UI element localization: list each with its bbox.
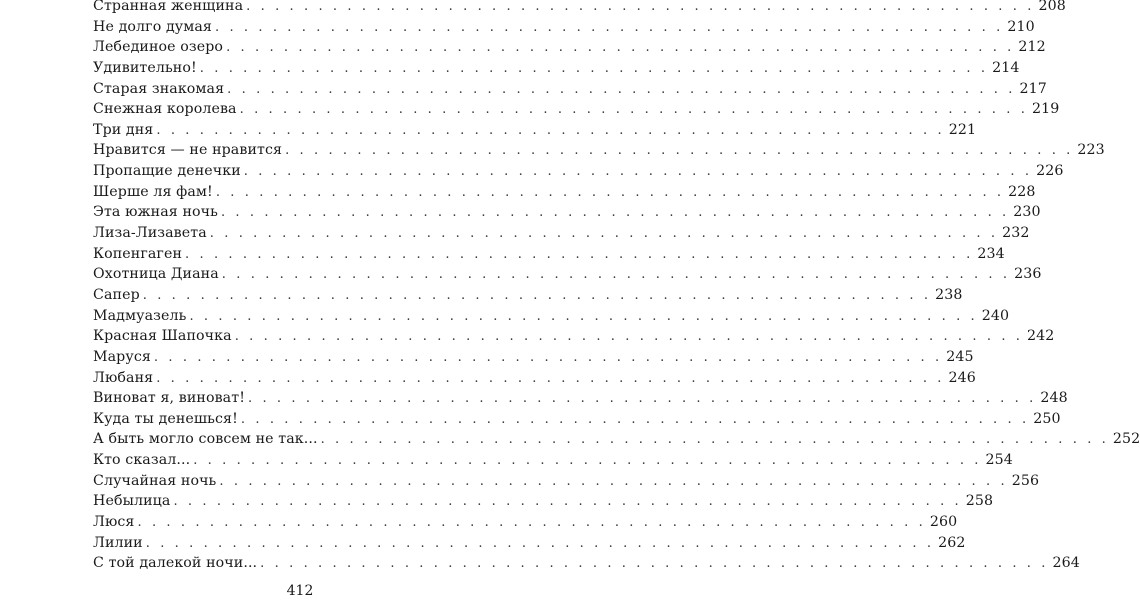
toc-dot-leader: . . . . . . . . . . . . . . . . . . . . . . . . . . . . . . . . . . . . . . . . . . . . . . . . . . . . . . . <box>209 226 999 242</box>
toc-entry <box>93 264 1042 285</box>
toc-entry <box>93 512 958 533</box>
toc-entry-page: 226 <box>1036 163 1064 180</box>
toc-entry-title: Люся <box>93 514 135 531</box>
toc-dot-leader: . . . . . . . . . . . . . . . . . . . . . . . . . . . . . . . . . . . . . . . . . . . . . . . . . . . . . . . <box>221 267 1011 283</box>
toc-entry <box>93 553 1080 574</box>
toc-entry-title: Красная Шапочка <box>93 328 232 345</box>
toc-entry-title: С той далекой ночи... <box>93 555 258 572</box>
toc-entry <box>93 0 1066 17</box>
table-of-contents <box>93 0 1140 574</box>
toc-entry-title: Три дня <box>93 121 154 138</box>
toc-entry <box>93 223 1030 244</box>
toc-dot-leader: . . . . . . . . . . . . . . . . . . . . . . . . . . . . . . . . . . . . . . . . . . . . . . . . . . . . . . . <box>320 432 1109 448</box>
toc-entry-page: 248 <box>1040 390 1068 407</box>
toc-entry-title: Не долго думая <box>93 18 212 35</box>
toc-entry-page: 246 <box>948 369 976 386</box>
toc-entry-page: 240 <box>981 307 1010 324</box>
toc-entry-title: Охотница Диана <box>93 266 219 283</box>
toc-entry-page: 238 <box>935 286 963 303</box>
toc-entry-title: Случайная ночь <box>93 472 217 489</box>
toc-entry-title: Копенгаген <box>93 245 183 262</box>
toc-dot-leader: . . . . . . . . . . . . . . . . . . . . . . . . . . . . . . . . . . . . . . . . . . . . . . . . . . . . . . . <box>193 453 982 469</box>
toc-entry-title: Виноват я, виноват! <box>93 390 245 407</box>
page-number: 412 <box>286 583 314 599</box>
toc-dot-leader: . . . . . . . . . . . . . . . . . . . . . . . . . . . . . . . . . . . . . . . . . . . . . . . . . . . . . . . <box>285 143 1074 159</box>
toc-entry <box>93 388 1068 409</box>
toc-dot-leader: . . . . . . . . . . . . . . . . . . . . . . . . . . . . . . . . . . . . . . . . . . . . . . . . . . . . . . . <box>214 19 1004 35</box>
toc-entry <box>93 409 1061 430</box>
toc-entry <box>93 471 1040 492</box>
toc-dot-leader: . . . . . . . . . . . . . . . . . . . . . . . . . . . . . . . . . . . . . . . . . . . . . . . . . . . . . . . <box>173 494 962 510</box>
toc-entry-page: 250 <box>1033 410 1061 427</box>
toc-entry <box>93 182 1036 203</box>
toc-dot-leader: . . . . . . . . . . . . . . . . . . . . . . . . . . . . . . . . . . . . . . . . . . . . . . . . . . . . . . . <box>185 246 974 262</box>
toc-entry <box>93 202 1041 223</box>
toc-entry <box>93 37 1046 58</box>
toc-entry-title: Старая знакомая <box>93 80 225 97</box>
toc-entry <box>93 58 1020 79</box>
toc-dot-leader: . . . . . . . . . . . . . . . . . . . . . . . . . . . . . . . . . . . . . . . . . . . . . . . . . . . . . . . <box>260 556 1049 572</box>
toc-dot-leader: . . . . . . . . . . . . . . . . . . . . . . . . . . . . . . . . . . . . . . . . . . . . . . . . . . . . . . . <box>219 473 1008 489</box>
toc-entry-page: 245 <box>946 348 974 365</box>
toc-entry-page: 256 <box>1011 472 1040 489</box>
toc-dot-leader: . . . . . . . . . . . . . . . . . . . . . . . . . . . . . . . . . . . . . . . . . . . . . . . . . . . . . . . <box>156 370 945 386</box>
toc-dot-leader: . . . . . . . . . . . . . . . . . . . . . . . . . . . . . . . . . . . . . . . . . . . . . . . . . . . . . . . <box>248 391 1037 407</box>
toc-dot-leader: . . . . . . . . . . . . . . . . . . . . . . . . . . . . . . . . . . . . . . . . . . . . . . . . . . . . . . . <box>240 411 1030 427</box>
toc-dot-leader: . . . . . . . . . . . . . . . . . . . . . . . . . . . . . . . . . . . . . . . . . . . . . . . . . . . . . . . <box>226 40 1015 56</box>
toc-entry-page: 230 <box>1013 204 1041 221</box>
toc-entry <box>93 347 974 368</box>
toc-entry <box>93 368 976 389</box>
toc-entry-title: Лебединое озеро <box>93 39 224 56</box>
toc-entry-title: Любаня <box>93 369 154 386</box>
toc-entry-title: Пропащие денечки <box>93 163 241 180</box>
toc-dot-leader: . . . . . . . . . . . . . . . . . . . . . . . . . . . . . . . . . . . . . . . . . . . . . . . . . . . . . . . <box>227 81 1016 97</box>
toc-dot-leader: . . . . . . . . . . . . . . . . . . . . . . . . . . . . . . . . . . . . . . . . . . . . . . . . . . . . . . . <box>142 287 932 303</box>
toc-entry <box>93 533 966 554</box>
toc-entry-page: 236 <box>1014 266 1042 283</box>
toc-entry-page: 262 <box>938 534 966 551</box>
toc-entry-title: Шерше ля фам! <box>93 183 213 200</box>
toc-dot-leader: . . . . . . . . . . . . . . . . . . . . . . . . . . . . . . . . . . . . . . . . . . . . . . . . . . . . . . . <box>153 349 943 365</box>
toc-entry <box>93 244 1005 265</box>
toc-entry-page: 254 <box>985 452 1013 469</box>
toc-entry-title: А быть могло совсем не так... <box>93 431 318 448</box>
toc-entry-title: Небылица <box>93 493 171 510</box>
toc-entry <box>93 161 1064 182</box>
toc-entry-page: 219 <box>1031 101 1060 118</box>
toc-entry-page: 258 <box>965 493 994 510</box>
toc-entry-page: 223 <box>1077 142 1105 159</box>
toc-entry <box>93 450 1013 471</box>
toc-entry <box>93 140 1105 161</box>
toc-dot-leader: . . . . . . . . . . . . . . . . . . . . . . . . . . . . . . . . . . . . . . . . . . . . . . . . . . . . . . . <box>215 184 1005 200</box>
toc-entry-title: Странная женщина <box>93 0 244 14</box>
toc-entry-page: 234 <box>977 245 1005 262</box>
toc-entry-title: Лиза-Лизавета <box>93 225 207 242</box>
toc-entry-page: 214 <box>992 59 1020 76</box>
toc-entry <box>93 79 1047 100</box>
toc-dot-leader: . . . . . . . . . . . . . . . . . . . . . . . . . . . . . . . . . . . . . . . . . . . . . . . . . . . . . . . <box>246 0 1035 14</box>
toc-entry-title: Мадмуазель <box>93 307 187 324</box>
toc-entry-page: 232 <box>1002 225 1030 242</box>
toc-entry-page: 221 <box>948 121 977 138</box>
toc-entry-page: 217 <box>1019 80 1047 97</box>
toc-entry-page: 212 <box>1018 39 1046 56</box>
toc-entry-title: Снежная королева <box>93 101 237 118</box>
toc-dot-leader: . . . . . . . . . . . . . . . . . . . . . . . . . . . . . . . . . . . . . . . . . . . . . . . . . . . . . . . <box>234 329 1024 345</box>
toc-entry-title: Маруся <box>93 348 151 365</box>
toc-dot-leader: . . . . . . . . . . . . . . . . . . . . . . . . . . . . . . . . . . . . . . . . . . . . . . . . . . . . . . . <box>199 60 989 76</box>
toc-entry-title: Сапер <box>93 286 140 303</box>
toc-entry <box>93 120 977 141</box>
toc-entry-title: Кто сказал... <box>93 452 191 469</box>
toc-entry-title: Удивительно! <box>93 59 197 76</box>
toc-entry-page: 208 <box>1038 0 1066 14</box>
toc-entry-title: Эта южная ночь <box>93 204 218 221</box>
toc-dot-leader: . . . . . . . . . . . . . . . . . . . . . . . . . . . . . . . . . . . . . . . . . . . . . . . . . . . . . . . <box>137 515 926 531</box>
toc-entry-page: 210 <box>1007 18 1035 35</box>
toc-dot-leader: . . . . . . . . . . . . . . . . . . . . . . . . . . . . . . . . . . . . . . . . . . . . . . . . . . . . . . . <box>243 164 1033 180</box>
toc-dot-leader: . . . . . . . . . . . . . . . . . . . . . . . . . . . . . . . . . . . . . . . . . . . . . . . . . . . . . . . <box>189 308 978 324</box>
toc-dot-leader: . . . . . . . . . . . . . . . . . . . . . . . . . . . . . . . . . . . . . . . . . . . . . . . . . . . . . . . <box>220 205 1010 221</box>
toc-entry <box>93 285 963 306</box>
toc-entry-page: 252 <box>1112 431 1140 448</box>
toc-entry <box>93 429 1140 450</box>
toc-dot-leader: . . . . . . . . . . . . . . . . . . . . . . . . . . . . . . . . . . . . . . . . . . . . . . . . . . . . . . . <box>239 102 1028 118</box>
toc-entry <box>93 306 1010 327</box>
toc-entry <box>93 17 1035 38</box>
toc-entry-page: 260 <box>929 514 958 531</box>
toc-entry-page: 264 <box>1052 555 1080 572</box>
toc-dot-leader: . . . . . . . . . . . . . . . . . . . . . . . . . . . . . . . . . . . . . . . . . . . . . . . . . . . . . . . <box>156 122 945 138</box>
toc-entry-page: 228 <box>1008 183 1036 200</box>
toc-entry <box>93 491 994 512</box>
toc-entry-page: 242 <box>1027 328 1055 345</box>
toc-entry-title: Куда ты денешься! <box>93 410 238 427</box>
toc-entry <box>93 99 1060 120</box>
toc-entry-title: Лилии <box>93 534 143 551</box>
toc-dot-leader: . . . . . . . . . . . . . . . . . . . . . . . . . . . . . . . . . . . . . . . . . . . . . . . . . . . . . . . <box>145 535 935 551</box>
toc-entry <box>93 326 1055 347</box>
toc-entry-title: Нравится — не нравится <box>93 142 283 159</box>
